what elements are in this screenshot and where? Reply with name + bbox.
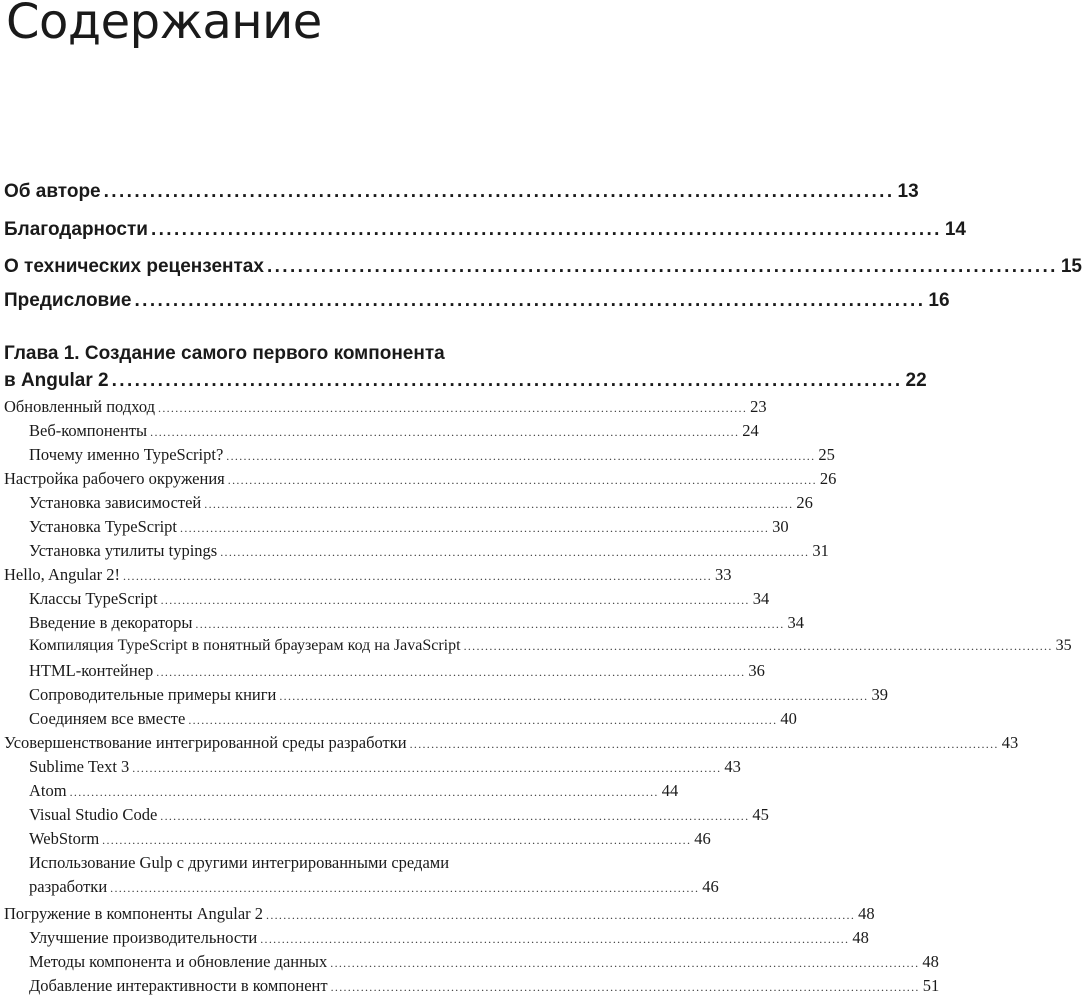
toc-subsection[interactable] (29, 709, 797, 729)
toc-subsection[interactable] (29, 757, 741, 777)
chapter-title-line2: в Angular 2 (4, 370, 109, 391)
toc-subsection[interactable] (29, 517, 789, 537)
toc-entry-page: 36 (748, 661, 765, 680)
toc-entry-label-line1[interactable]: Использование Gulp с другими интегрированными средами (29, 853, 450, 872)
dot-leader: ......................................................................................................................................... (226, 449, 816, 463)
toc-entry-label: Погружение в компоненты Angular 2 (4, 904, 264, 923)
toc-entry-label: Установка зависимостей (29, 493, 202, 512)
toc-entry-label: Компиляция TypeScript в понятный браузерам код на JavaScript (29, 637, 461, 654)
toc-subsection[interactable] (29, 829, 711, 849)
toc-section[interactable] (4, 565, 732, 585)
dot-leader: ......................................................................................................................................... (188, 713, 778, 727)
dot-leader: ......................................................................................................................................... (160, 809, 750, 823)
toc-entry-page: 51 (922, 976, 940, 995)
dot-leader: ......................................................................................................................................... (260, 932, 850, 946)
toc-subsection[interactable] (29, 613, 805, 633)
toc-entry-label: О технических рецензентах (4, 256, 264, 277)
toc-entry-page: 31 (812, 541, 829, 560)
toc-entry-page: 35 (1055, 637, 1072, 654)
toc-entry-label: Методы компонента и обновление данных (29, 952, 328, 971)
toc-entry-page: 39 (871, 685, 888, 704)
toc-section[interactable] (4, 904, 875, 924)
toc-entry-page: 24 (742, 421, 759, 440)
toc-entry-label: Настройка рабочего окружения (4, 469, 225, 488)
dot-leader: ......................................................................................................................................... (150, 425, 740, 439)
toc-entry-page: 14 (944, 219, 966, 240)
toc-subsection[interactable] (29, 928, 869, 948)
dot-leader: ......................................................................................................................................... (158, 401, 748, 415)
toc-entry-page: 45 (752, 805, 769, 824)
toc-entry-page: 26 (796, 493, 813, 512)
toc-entry-page: 13 (897, 181, 919, 202)
dot-leader: ......................................................................................................................................... (69, 785, 659, 799)
dot-leader: ......................................................................................................................................... (330, 980, 920, 994)
toc-entry-label: Предисловие (4, 290, 132, 311)
dot-leader: ....................................................................................................... (266, 256, 1058, 277)
toc-subsection[interactable] (29, 952, 939, 972)
toc-entry-label: Sublime Text 3 (29, 757, 130, 776)
dot-leader: ......................................................................................................................................... (266, 908, 856, 922)
dot-leader: ......................................................................................................................................... (195, 617, 785, 631)
toc-entry-label: HTML-контейнер (29, 661, 154, 680)
toc-entry-label: Почему именно TypeScript? (29, 445, 224, 464)
dot-leader: ......................................................................................................................................... (463, 639, 1053, 653)
toc-entry-page: 46 (702, 877, 719, 896)
toc-subsection[interactable] (29, 781, 679, 801)
toc-subsection[interactable] (29, 421, 759, 441)
toc-entry-page: 48 (922, 952, 939, 971)
toc-entry-label: Обновленный подход (4, 397, 156, 416)
toc-entry-page: 44 (661, 781, 679, 800)
toc-entry-chapter-1[interactable] (4, 370, 927, 392)
dot-leader: ......................................................................................................................................... (122, 569, 713, 583)
toc-section[interactable] (4, 397, 767, 417)
dot-leader: ......................................................................................................................................... (160, 593, 750, 607)
toc-entry-label: Установка утилиты typings (29, 541, 218, 560)
toc-subsection[interactable] (29, 445, 835, 465)
dot-leader: ......................................................................................................................................... (132, 761, 722, 775)
toc-entry-page: 25 (818, 445, 835, 464)
toc-entry-label: Улучшение производительности (29, 928, 258, 947)
dot-leader: ......................................................................................................................................... (409, 737, 999, 751)
toc-entry-page: 48 (852, 928, 869, 947)
toc-subsection[interactable] (29, 541, 829, 561)
toc-entry-label: Hello, Angular 2! (4, 565, 120, 584)
toc-entry-page: 48 (858, 904, 875, 923)
toc-subsection[interactable] (29, 589, 770, 609)
toc-entry-label: Введение в декораторы (29, 613, 193, 632)
toc-subsection[interactable] (29, 637, 1072, 655)
dot-leader: ......................................................................................................................................... (330, 956, 920, 970)
toc-entry-acknowledgements[interactable] (4, 219, 966, 241)
dot-leader: ......................................................................................................................................... (180, 521, 770, 535)
toc-entry-label: Сопроводительные примеры книги (29, 685, 277, 704)
dot-leader: ....................................................................................................... (103, 181, 895, 202)
page-title: Содержание (6, 0, 322, 50)
toc-section[interactable] (4, 469, 837, 489)
toc-entry-page: 33 (715, 565, 732, 584)
toc-subsection[interactable] (29, 877, 719, 897)
dot-leader: ....................................................................................................... (150, 219, 942, 240)
toc-entry-label: Веб-компоненты (29, 421, 148, 440)
dot-leader: ......................................................................................................................................... (110, 881, 700, 895)
toc-entry-label: Установка TypeScript (29, 517, 178, 536)
toc-subsection[interactable] (29, 493, 813, 513)
toc-entry-label-line2: разработки (29, 877, 108, 896)
dot-leader: ......................................................................................................................................... (227, 473, 817, 487)
toc-entry-page: 30 (772, 517, 789, 536)
dot-leader: ....................................................................................................... (134, 290, 926, 311)
chapter-title-line1[interactable]: Глава 1. Создание самого первого компонента (4, 343, 445, 364)
toc-entry-page: 40 (780, 709, 797, 728)
toc-entry-page: 34 (752, 589, 770, 608)
dot-leader: ......................................................................................................................................... (220, 545, 810, 559)
dot-leader: ......................................................................................................................................... (204, 497, 794, 511)
toc-entry-label: WebStorm (29, 829, 100, 848)
toc-subsection[interactable] (29, 805, 769, 825)
toc-subsection[interactable] (29, 685, 888, 705)
dot-leader: ......................................................................................................................................... (156, 665, 746, 679)
toc-section[interactable] (4, 733, 1019, 753)
toc-entry-page: 43 (724, 757, 741, 776)
dot-leader: ......................................................................................................................................... (102, 833, 692, 847)
dot-leader: ....................................................................................................... (111, 370, 903, 391)
toc-entry-label: Добавление интерактивности в компонент (29, 976, 328, 995)
toc-entry-label: Visual Studio Code (29, 805, 158, 824)
toc-entry-reviewers[interactable] (4, 256, 1082, 278)
toc-subsection[interactable] (29, 661, 765, 681)
dot-leader: ......................................................................................................................................... (279, 689, 869, 703)
toc-entry-label: Усовершенствование интегрированной среды разработки (4, 733, 407, 752)
toc-entry-page: 43 (1001, 733, 1019, 752)
toc-entry-label: Соединяем все вместе (29, 709, 186, 728)
toc-entry-page: 26 (819, 469, 837, 488)
toc-entry-page: 16 (928, 290, 950, 311)
toc-entry-page: 23 (750, 397, 767, 416)
toc-entry-label: Благодарности (4, 219, 148, 240)
toc-entry-about-author[interactable] (4, 181, 919, 203)
toc-entry-page: 15 (1060, 256, 1082, 277)
toc-entry-page: 46 (694, 829, 711, 848)
toc-entry-page: 34 (787, 613, 805, 632)
toc-entry-preface[interactable] (4, 290, 950, 312)
toc-subsection[interactable] (29, 976, 940, 996)
toc-entry-label: Atom (29, 781, 67, 800)
toc-entry-label: Классы TypeScript (29, 589, 158, 608)
toc-entry-label: Об авторе (4, 181, 101, 202)
toc-entry-page: 22 (905, 370, 927, 391)
